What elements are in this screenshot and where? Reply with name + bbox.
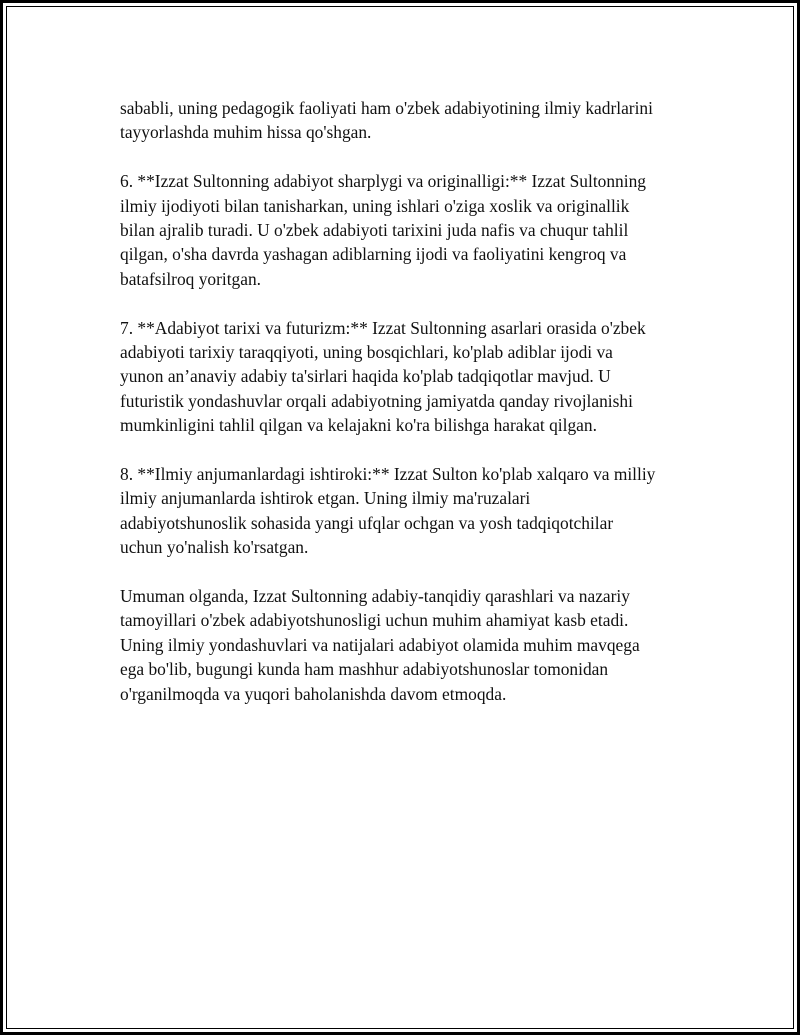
paragraph-intro-continuation (120, 96, 710, 145)
text-line: ilmiy ijodiyoti bilan tanisharkan, uning ishlari o'ziga xoslik va originallik (120, 195, 630, 216)
text-line: 8. **Ilmiy anjumanlardagi ishtiroki:** Izzat Sulton ko'plab xalqaro va milliy (120, 464, 656, 485)
text-line: adabiyotshunoslik sohasida yangi ufqlar ochgan va yosh tadqiqotchilar (120, 512, 614, 533)
paragraph-conclusion (120, 584, 710, 706)
text-line: tamoyillari o'zbek adabiyotshunosligi uchun muhim ahamiyat kasb etadi. (120, 610, 629, 631)
paragraph-item-7 (120, 316, 710, 438)
text-line: futuristik yondashuvlar orqali adabiyotning jamiyatda qanday rivojlanishi (120, 390, 633, 411)
text-line: ega bo'lib, bugungi kunda ham mashhur adabiyotshunoslar tomonidan (120, 659, 609, 680)
paragraph-item-8 (120, 462, 710, 560)
document-body (120, 96, 710, 730)
text-line: Uning ilmiy yondashuvlari va natijalari adabiyot olamida muhim mavqega (120, 634, 640, 655)
text-line: 7. **Adabiyot tarixi va futurizm:** Izzat Sultonning asarlari orasida o'zbek (120, 317, 646, 338)
text-line: Umuman olganda, Izzat Sultonning adabiy-tanqidiy qarashlari va nazariy (120, 586, 630, 607)
text-line: tayyorlashda muhim hissa qo'shgan. (120, 122, 372, 143)
text-line: sababli, uning pedagogik faoliyati ham o'zbek adabiyotining ilmiy kadrlarini (120, 98, 653, 118)
text-line: uchun yo'nalish ko'rsatgan. (120, 537, 309, 558)
text-line: bilan ajralib turadi. U o'zbek adabiyoti tarixini juda nafis va chuqur tahlil (120, 220, 629, 241)
text-line: 6. **Izzat Sultonning adabiyot sharplygi va originalligi:** Izzat Sultonning (120, 171, 646, 192)
text-line: yunon an’anaviy adabiy ta'sirlari haqida ko'plab tadqiqotlar mavjud. U (120, 366, 611, 387)
paragraph-item-6 (120, 169, 710, 291)
text-line: o'rganilmoqda va yuqori baholanishda davom etmoqda. (120, 683, 507, 704)
text-line: mumkinligini tahlil qilgan va kelajakni ko'ra bilishga harakat qilgan. (120, 415, 597, 436)
text-line: batafsilroq yoritgan. (120, 268, 262, 289)
text-line: ilmiy anjumanlarda ishtirok etgan. Uning ilmiy ma'ruzalari (120, 488, 531, 509)
text-line: qilgan, o'sha davrda yashagan adiblarning ijodi va faoliyatini kengroq va (120, 244, 627, 265)
text-line: adabiyoti tarixiy taraqqiyoti, uning bosqichlari, ko'plab adiblar ijodi va (120, 342, 613, 363)
